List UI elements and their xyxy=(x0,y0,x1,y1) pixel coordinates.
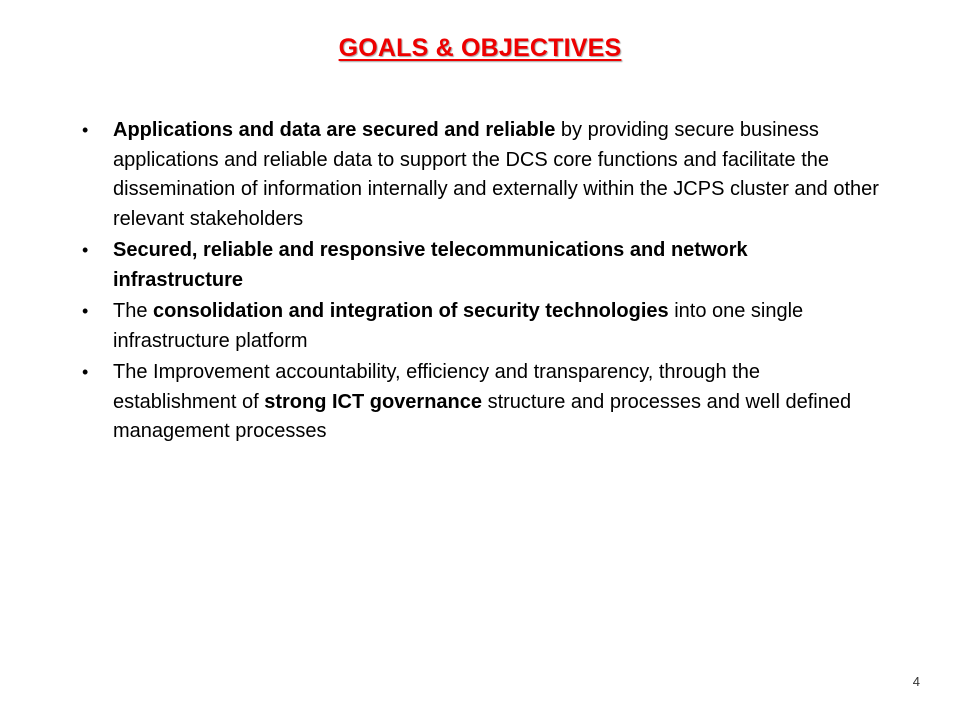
slide-title-text: GOALS & OBJECTIVES xyxy=(338,34,622,62)
bullet-text-bold: strong ICT governance xyxy=(264,390,483,413)
bullet-text: The xyxy=(113,300,154,322)
bullet-item-3 xyxy=(82,297,882,356)
bullet-item-4 xyxy=(82,358,882,447)
page-number: 4 xyxy=(912,674,920,689)
bullet-item-1 xyxy=(82,116,882,234)
bullet-icon: • xyxy=(82,301,89,321)
bullet-text-bold: Applications and data are secured and reliable xyxy=(113,119,556,141)
bullet-text-bold: Secured, reliable and responsive telecommunications and network infrastructure xyxy=(113,239,748,291)
bullet-text: structure and processes and well defined management processes xyxy=(113,390,852,442)
bullet-text: by providing secure business applications and reliable data to support the DCS core functions and facilitate the dissemination of information internally and externally within the JCPS cluster and other relevant stakeholders xyxy=(113,119,879,230)
slide-title xyxy=(0,34,960,63)
bullet-text: The Improvement accountability, efficiency and transparency, through the establishment of xyxy=(113,361,761,413)
bullet-item-2 xyxy=(82,236,882,295)
bullet-text: into one single infrastructure platform xyxy=(113,300,804,352)
bullet-icon: • xyxy=(82,362,89,382)
bullet-icon: • xyxy=(82,240,89,260)
bullet-list xyxy=(82,116,882,449)
bullet-icon: • xyxy=(82,120,89,140)
bullet-text-bold: consolidation and integration of security technologies xyxy=(153,300,669,322)
